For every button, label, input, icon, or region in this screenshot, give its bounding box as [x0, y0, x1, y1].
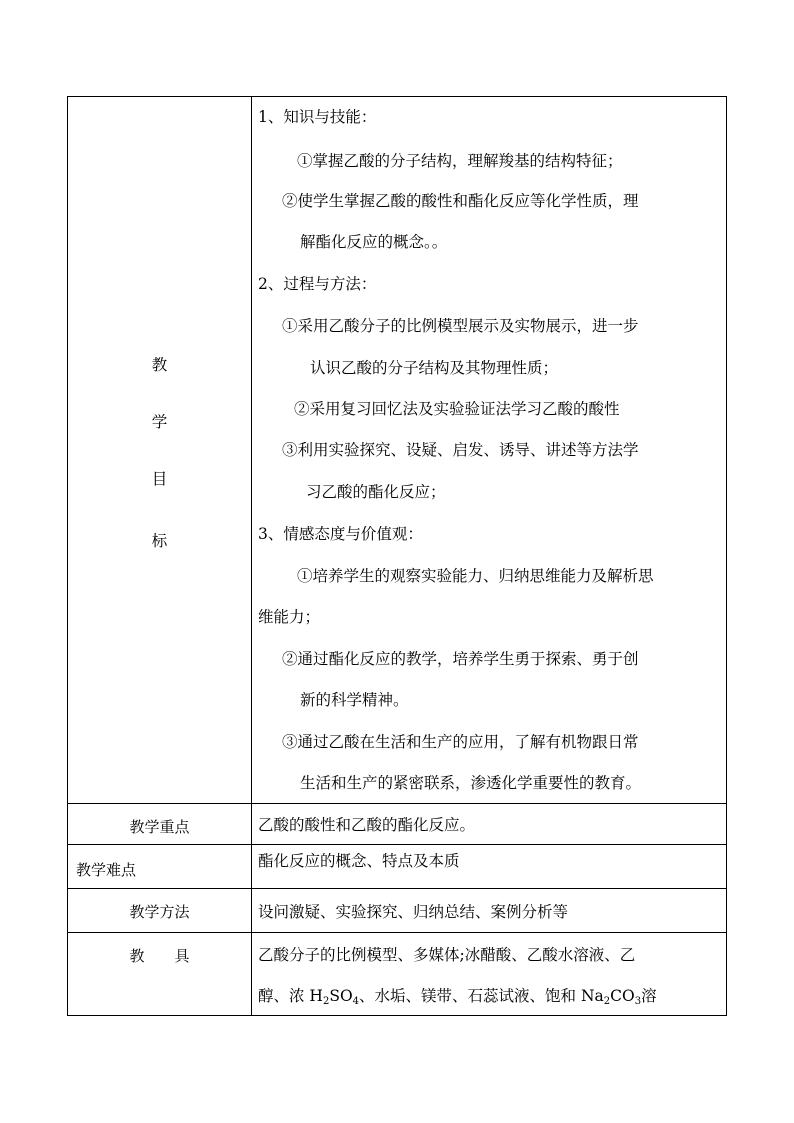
objectives-label-char: 标 [151, 532, 168, 550]
objectives-label-char: 目 [151, 470, 168, 488]
key-points-value-cell [252, 804, 727, 845]
objective-line: 习乙酸的酯化反应； [306, 483, 446, 501]
difficulties-label: 教学难点 [76, 861, 137, 879]
objectives-heading-knowledge: 1、知识与技能： [258, 108, 377, 126]
objectives-label-char: 教 [151, 356, 168, 374]
difficulties-value-cell [252, 845, 727, 889]
methods-row [68, 889, 727, 933]
objective-line: ②通过酯化反应的教学，培养学生勇于探索、勇于创 [282, 650, 639, 668]
methods-value: 设问激疑、实验探究、归纳总结、案例分析等 [258, 903, 569, 921]
objective-line: 维能力； [258, 608, 321, 626]
objectives-content-cell [252, 97, 727, 804]
objective-line: ②采用复习回忆法及实验验证法学习乙酸的酸性 [294, 400, 620, 418]
objective-line: 认识乙酸的分子结构及其物理性质； [310, 359, 559, 377]
tools-value-cell [252, 933, 727, 1016]
difficulties-label-cell [68, 845, 252, 889]
key-points-label-cell [68, 804, 252, 845]
key-points-row [68, 804, 727, 845]
methods-value-cell [252, 889, 727, 933]
objective-line: ③利用实验探究、设疑、启发、诱导、讲述等方法学 [282, 441, 639, 459]
tools-row [68, 933, 727, 1016]
difficulties-row [68, 845, 727, 889]
tools-label: 教 具 [129, 947, 190, 965]
objectives-label-char: 学 [151, 413, 168, 431]
objective-line: ③通过乙酸在生活和生产的应用，了解有机物跟日常 [282, 733, 639, 751]
methods-label-cell [68, 889, 252, 933]
lesson-plan-table [67, 96, 727, 1016]
objective-line: ②使学生掌握乙酸的酸性和酯化反应等化学性质，理 [282, 192, 639, 210]
difficulties-value: 酯化反应的概念、特点及本质 [258, 852, 460, 870]
objectives-heading-attitude: 3、情感态度与价值观： [258, 525, 423, 543]
methods-label: 教学方法 [129, 903, 190, 921]
tools-value-line-1: 乙酸分子的比例模型、多媒体;冰醋酸、乙酸水溶液、乙 [258, 946, 636, 964]
objective-line: ①采用乙酸分子的比例模型展示及实物展示，进一步 [282, 317, 639, 335]
tools-label-cell [68, 933, 252, 1016]
objective-line: ①掌握乙酸的分子结构，理解羧基的结构特征； [297, 152, 623, 170]
objectives-label-cell [68, 97, 252, 804]
objectives-row [68, 97, 727, 804]
key-points-label: 教学重点 [129, 818, 190, 836]
key-points-value: 乙酸的酸性和乙酸的酯化反应。 [258, 816, 476, 834]
objective-line: 生活和生产的紧密联系，渗透化学重要性的教育。 [300, 774, 642, 792]
objective-line: 新的科学精神。 [300, 691, 409, 709]
objective-line: ①培养学生的观察实验能力、归纳思维能力及解析思 [297, 567, 654, 585]
tools-value-line-2: 醇、浓 $H_2SO_4$、水垢、镁带、石蕊试液、饱和 $Na_2CO_3$溶 [258, 987, 657, 1007]
objectives-heading-process: 2、过程与方法： [258, 275, 377, 293]
objective-line: 解酯化反应的概念。。 [300, 233, 448, 251]
